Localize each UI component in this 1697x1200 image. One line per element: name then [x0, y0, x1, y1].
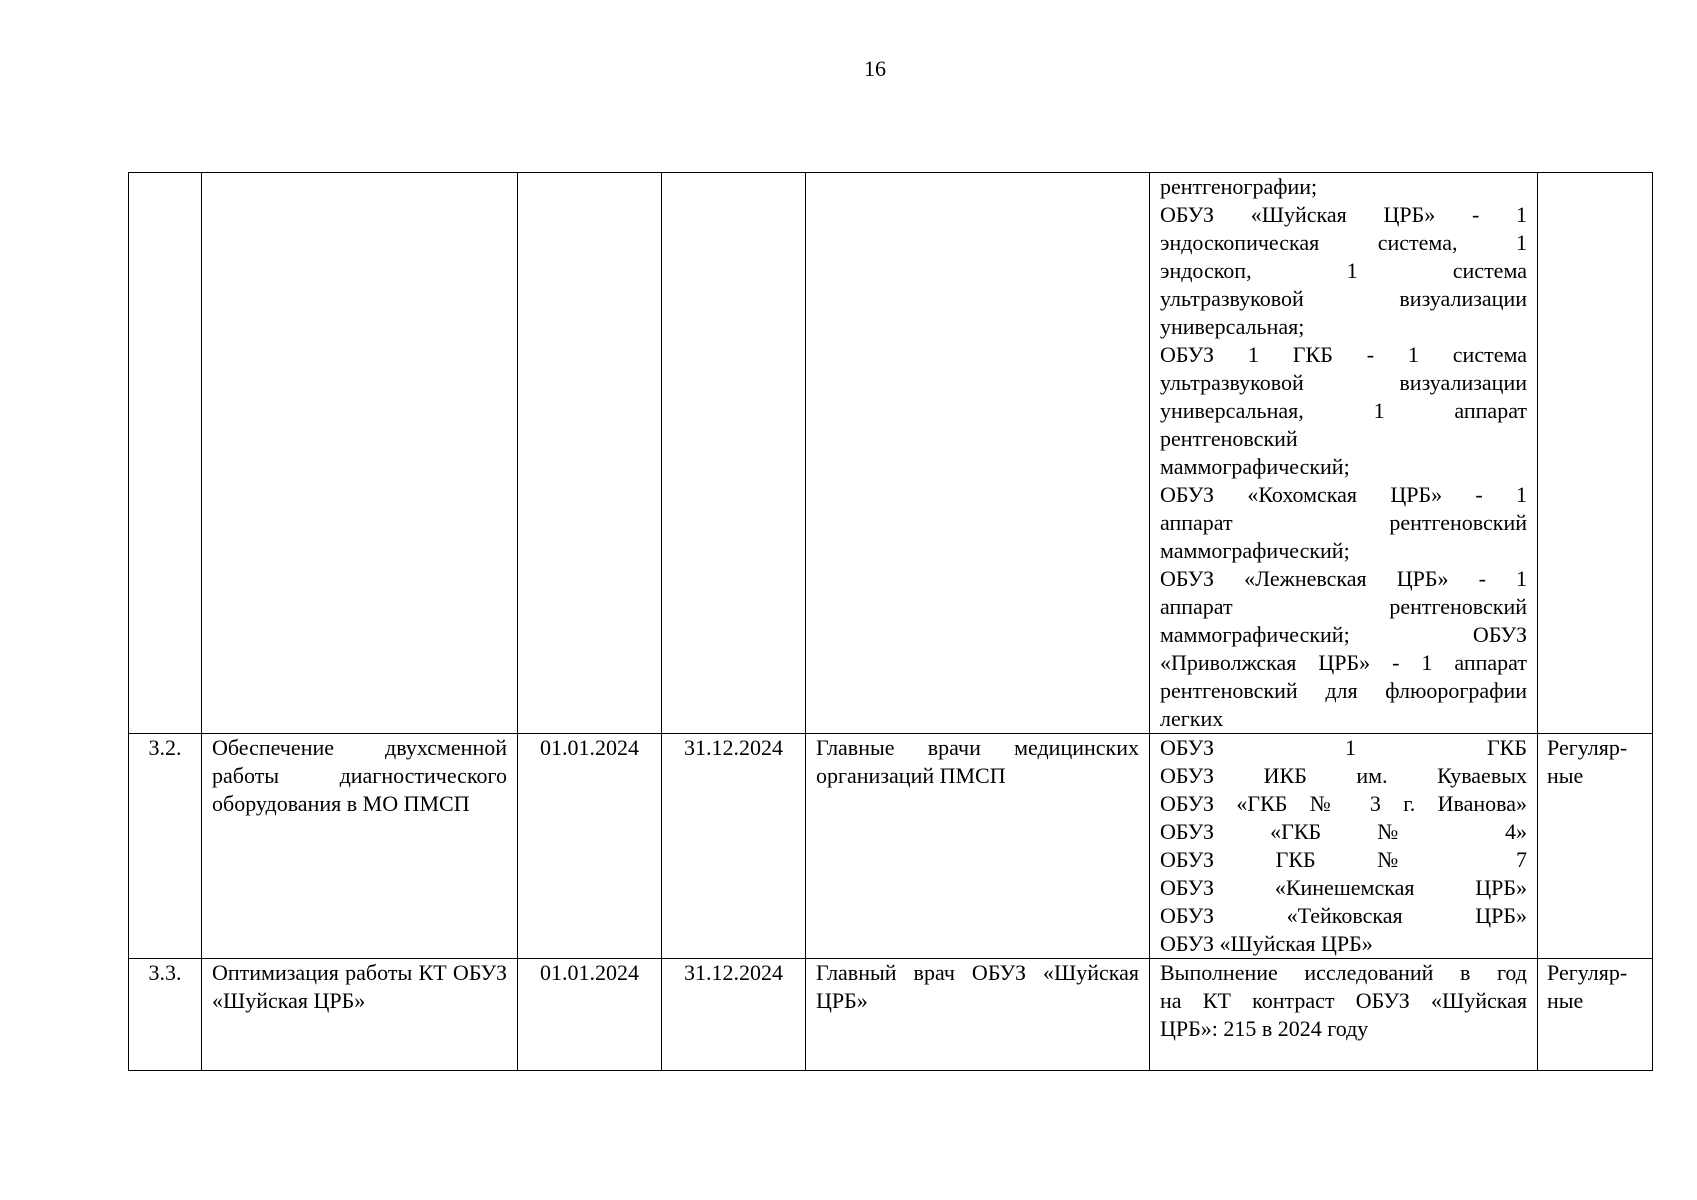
plan-table-body [129, 173, 1653, 1071]
result-line: ОБУЗ «Тейковская ЦРБ» [1160, 903, 1527, 928]
result-line: легких [1160, 706, 1224, 731]
cell-number: 3.3. [129, 959, 202, 1071]
result-line: ОБУЗ 1 ГКБ - 1 система [1160, 342, 1527, 367]
cell-end-date: 31.12.2024 [662, 734, 806, 959]
cell-activity: Обеспечение двухсменной работы диагностического оборудования в МО ПМСП [202, 734, 518, 959]
result-line: ОБУЗ «Кинешемская ЦРБ» [1160, 875, 1527, 900]
result-line: рентгенографии; [1160, 174, 1318, 199]
result-line: аппарат рентгеновский [1160, 594, 1527, 619]
result-line: ОБУЗ ГКБ № 7 [1160, 847, 1527, 872]
result-line: ЦРБ»: 215 в 2024 году [1160, 1016, 1369, 1041]
table-row [129, 734, 1653, 959]
cell-start-date [518, 173, 662, 734]
result-line: маммографический; [1160, 454, 1350, 479]
result-line: эндоскопическая система, 1 [1160, 230, 1527, 255]
result-line: ультразвуковой визуализации [1160, 286, 1527, 311]
result-line: ультразвуковой визуализации [1160, 370, 1527, 395]
result-line: ОБУЗ «ГКБ № 4» [1160, 819, 1527, 844]
cell-activity [202, 173, 518, 734]
cell-responsible: Главный врач ОБУЗ «Шуйская ЦРБ» [806, 959, 1150, 1071]
result-line: ОБУЗ «Шуйская ЦРБ» [1160, 931, 1373, 956]
cell-number: 3.2. [129, 734, 202, 959]
plan-table [128, 172, 1653, 1071]
result-line: на КТ контраст ОБУЗ «Шуйская [1160, 988, 1527, 1013]
cell-activity: Оптимизация работы КТ ОБУЗ «Шуйская ЦРБ» [202, 959, 518, 1071]
cell-end-date [662, 173, 806, 734]
result-line: «Приволжская ЦРБ» - 1 аппарат [1160, 650, 1527, 675]
result-line: ОБУЗ ИКБ им. Куваевых [1160, 763, 1527, 788]
result-line: Выполнение исследований в год [1160, 960, 1527, 985]
table-row [129, 173, 1653, 734]
result-line: универсальная; [1160, 314, 1305, 339]
result-line: рентгеновский [1160, 426, 1298, 451]
result-line: маммографический; ОБУЗ [1160, 622, 1527, 647]
result-line: аппарат рентгеновский [1160, 510, 1527, 535]
cell-type: Регуляр-ные [1538, 734, 1653, 959]
result-line: ОБУЗ «ГКБ № 3 г. Иванова» [1160, 791, 1527, 816]
table-row [129, 959, 1653, 1071]
cell-type [1538, 173, 1653, 734]
result-line: рентгеновский для флюорографии [1160, 678, 1527, 703]
result-line: ОБУЗ 1 ГКБ [1160, 735, 1527, 760]
result-line: ОБУЗ «Шуйская ЦРБ» - 1 [1160, 202, 1527, 227]
result-line: ОБУЗ «Лежневская ЦРБ» - 1 [1160, 566, 1527, 591]
result-line: универсальная, 1 аппарат [1160, 398, 1527, 423]
cell-responsible: Главные врачи медицинских организаций ПМСП [806, 734, 1150, 959]
result-line: маммографический; [1160, 538, 1350, 563]
cell-end-date: 31.12.2024 [662, 959, 806, 1071]
cell-result [1150, 734, 1538, 959]
cell-result [1150, 173, 1538, 734]
result-line: эндоскоп, 1 система [1160, 258, 1527, 283]
cell-start-date: 01.01.2024 [518, 734, 662, 959]
cell-start-date: 01.01.2024 [518, 959, 662, 1071]
cell-number [129, 173, 202, 734]
cell-type: Регуляр-ные [1538, 959, 1653, 1071]
page-number: 16 [864, 56, 886, 81]
cell-responsible [806, 173, 1150, 734]
result-line: ОБУЗ «Кохомская ЦРБ» - 1 [1160, 482, 1527, 507]
cell-result [1150, 959, 1538, 1071]
